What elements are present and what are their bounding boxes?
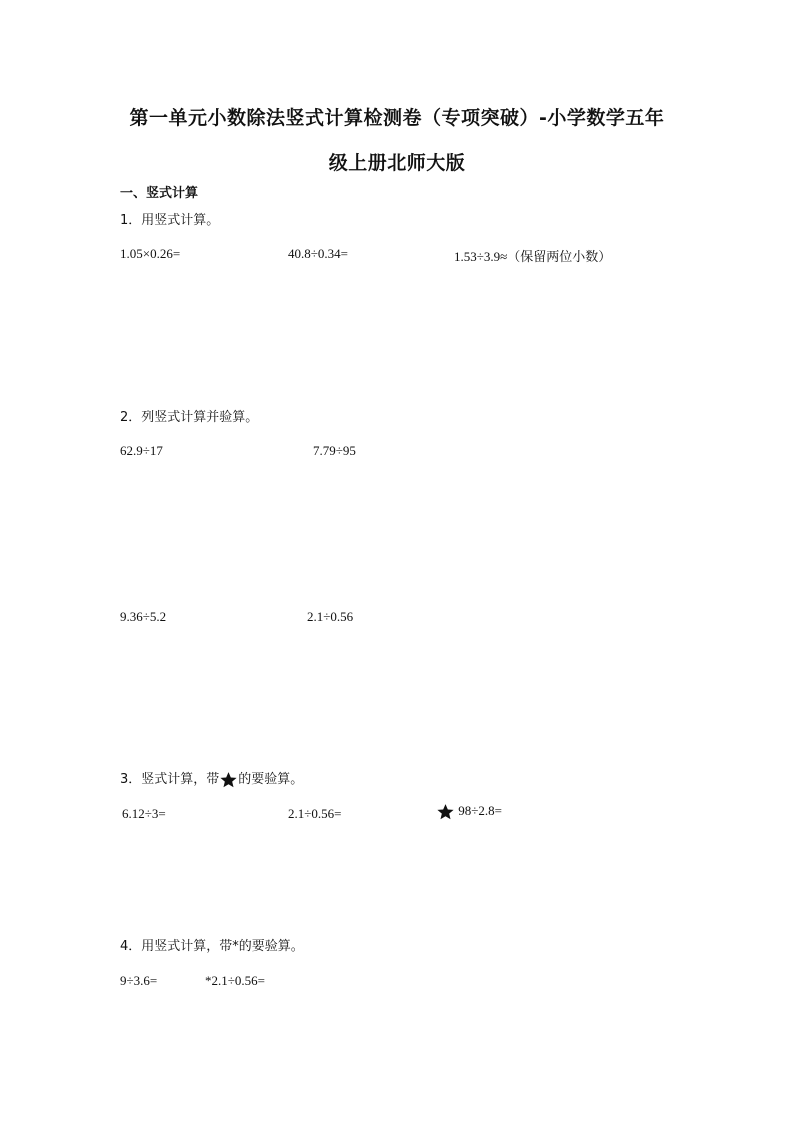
q4-expression-2: *2.1÷0.56=	[205, 973, 265, 988]
q2-expression-3: 9.36÷5.2	[120, 609, 167, 624]
section-heading: 一、竖式计算	[120, 186, 199, 201]
question-1-label: 1．用竖式计算。	[120, 213, 220, 228]
q1-expression-3: 1.53÷3.9≈（保留两位小数）	[454, 249, 612, 264]
q4-expression-1: 9÷3.6=	[120, 973, 158, 988]
q3-expression-1: 6.12÷3=	[122, 806, 166, 821]
question-2-label: 2．列竖式计算并验算。	[120, 410, 259, 425]
star-icon	[436, 803, 455, 821]
q1-expression-1: 1.05×0.26=	[120, 246, 181, 261]
page-title-line-2: 级上册北师大版	[328, 152, 466, 174]
question-3-label-start: 3．竖式计算，带	[120, 772, 220, 787]
question-3-label	[120, 768, 303, 789]
question-3-label-end: 的要验算。	[238, 772, 304, 787]
q3-expression-2: 2.1÷0.56=	[288, 806, 342, 821]
q3-expression-3-wrapper	[436, 803, 502, 821]
q2-expression-4: 2.1÷0.56	[307, 609, 354, 624]
q3-expression-3: 98÷2.8=	[458, 803, 502, 818]
star-icon	[219, 771, 238, 789]
q2-expression-1: 62.9÷17	[120, 443, 163, 458]
page-title-line-1: 第一单元小数除法竖式计算检测卷（专项突破）-小学数学五年	[129, 107, 665, 129]
q1-expression-2: 40.8÷0.34=	[288, 246, 348, 261]
question-4-label: 4．用竖式计算，带*的要验算。	[120, 939, 304, 954]
q2-expression-2: 7.79÷95	[313, 443, 356, 458]
